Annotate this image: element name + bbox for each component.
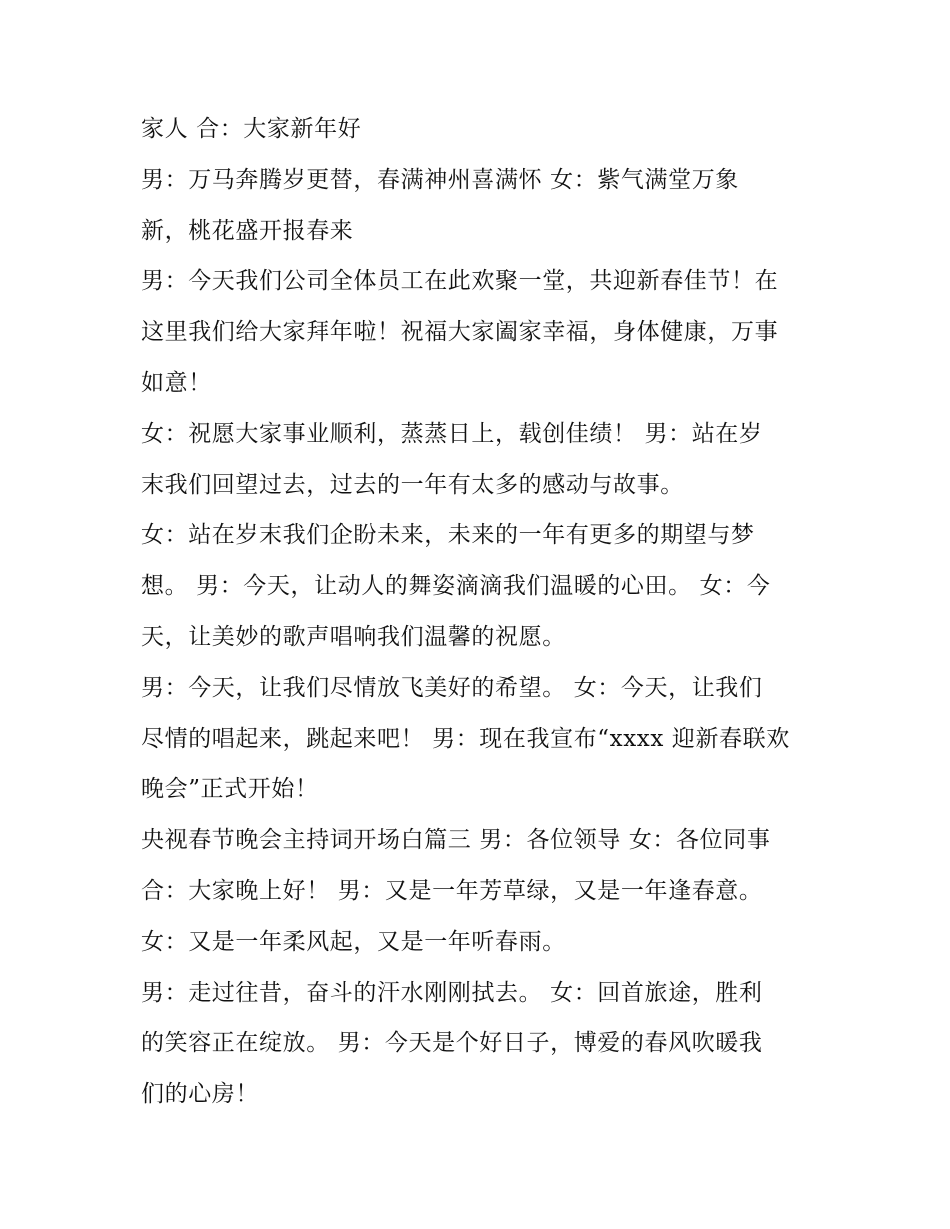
text-line: 如意！ xyxy=(141,369,212,396)
text-line: 天，让美妙的歌声唱响我们温馨的祝愿。 xyxy=(141,623,566,650)
text-line: 央视春节晚会主持词开场白篇三 男：各位领导 女：各位同事 xyxy=(141,827,771,854)
text-line: 尽情的唱起来，跳起来吧！ 男：现在我宣布“xxxx 迎新春联欢 xyxy=(141,725,790,752)
text-line: 新，桃花盛开报春来 xyxy=(141,217,354,244)
text-line: 男：今天我们公司全体员工在此欢聚一堂，共迎新春佳节！在 xyxy=(141,268,779,295)
text-line: 男：走过往昔，奋斗的汗水刚刚拭去。 女：回首旅途，胜利 xyxy=(141,979,763,1006)
text-line: 末我们回望过去，过去的一年有太多的感动与故事。 xyxy=(141,471,684,498)
text-line: 想。 男：今天，让动人的舞姿滴滴我们温暖的心田。 女：今 xyxy=(141,573,771,600)
text-line: 这里我们给大家拜年啦！祝福大家阖家幸福，身体健康，万事 xyxy=(141,319,779,346)
text-line: 男：今天，让我们尽情放飞美好的希望。 女：今天，让我们 xyxy=(141,674,763,701)
text-line: 合：大家晚上好！ 男：又是一年芳草绿，又是一年逢春意。 xyxy=(141,877,763,904)
text-line: 的笑容正在绽放。 男：今天是个好日子，博爱的春风吹暖我 xyxy=(141,1030,763,1057)
text-line: 女：站在岁末我们企盼未来，未来的一年有更多的期望与梦 xyxy=(141,522,755,549)
text-line: 女：祝愿大家事业顺利，蒸蒸日上，载创佳绩！ 男：站在岁 xyxy=(141,420,763,447)
script-text-block xyxy=(141,110,831,1126)
text-line: 女：又是一年柔风起，又是一年听春雨。 xyxy=(141,928,566,955)
text-line: 家人 合：大家新年好 xyxy=(141,116,362,142)
text-line: 男：万马奔腾岁更替，春满神州喜满怀 女：紫气满堂万象 xyxy=(141,166,739,193)
text-line: 晚会”正式开始！ xyxy=(141,776,319,803)
text-line: 们的心房！ xyxy=(141,1081,259,1108)
